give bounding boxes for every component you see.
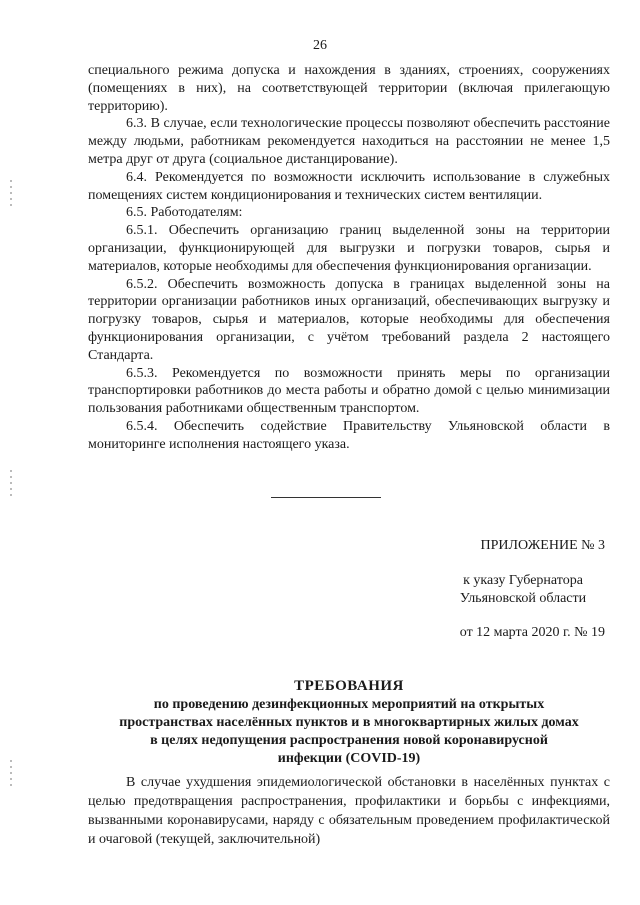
scan-margin-mark (10, 470, 12, 500)
paragraph-6-5-3: 6.5.3. Рекомендуется по возможности принять меры по организации транспортировки работников до места работы и обратно домой с целью минимизации пользования работниками общественным транспортом. (88, 365, 610, 417)
requirements-subtitle-line: в целях недопущения распространения новой коронавирусной (150, 733, 548, 748)
appendix-date: от 12 марта 2020 г. № 19 (459, 625, 605, 640)
body-text-bottom (88, 773, 610, 849)
paragraph-6-5: 6.5. Работодателям: (126, 205, 243, 221)
paragraph-6-4: 6.4. Рекомендуется по возможности исключить использование в служебных помещениях систем кондиционирования и технических систем вентиляции. (88, 169, 610, 203)
paragraph-6-5-4: 6.5.4. Обеспечить содействие Правительству Ульяновской области в мониторинге исполнения настоящего указа. (88, 418, 610, 452)
appendix-reference-line: к указу Губернатора (463, 573, 583, 588)
requirements-subtitle-line: по проведению дезинфекционных мероприятий на открытых (153, 697, 545, 712)
paragraph-6-5-1: 6.5.1. Обеспечить организацию границ выделенной зоны на территории организации, функционирующей для выгрузки и погрузки товаров, сырья и материалов, которые необходимы для обеспечения функционирования организации. (88, 223, 610, 274)
appendix-title: ПРИЛОЖЕНИЕ № 3 (480, 538, 605, 553)
requirements-subtitle-line: пространствах населённых пунктов и в многоквартирных жилых домах (119, 715, 579, 730)
body-text-top (88, 62, 610, 454)
appendix-reference-line: Ульяновской области (459, 591, 587, 606)
paragraph: специального режима допуска и нахождения в зданиях, строениях, сооружениях (помещениях в них), на соответствующей территории (включая прилегающую территорию). (88, 63, 610, 114)
requirements-heading: ТРЕБОВАНИЯ (294, 678, 404, 694)
section-divider (271, 497, 381, 498)
requirements-subtitle-line: инфекции (COVID-19) (277, 751, 421, 766)
scan-margin-mark (10, 180, 12, 210)
paragraph-6-3: 6.3. В случае, если технологические процессы позволяют обеспечить расстояние между людьми, работникам рекомендуется находиться на расстоянии не менее 1,5 метра друг от друга (социальное дистанцирование). (88, 116, 610, 167)
page-number: 26 (313, 38, 327, 53)
scan-margin-mark (10, 760, 12, 790)
paragraph-6-5-2: 6.5.2. Обеспечить возможность допуска в границах выделенной зоны на территории организации работников иных организаций, обеспечивающих выгрузку и погрузку товаров, сырья и материалов, которые необходимы для обеспечения функционирования организации, с учётом требований раздела 2 настоящего Стандарта. (88, 276, 610, 363)
appendix-reference (428, 572, 618, 608)
paragraph-requirements-intro: В случае ухудшения эпидемиологической обстановки в населённых пунктах с целью предотвращения распространения, профилактики и борьбы с инфекциями, вызванными коронавирусами, наряду с обязательным проведением профилактической и очаговой (текущей, заключительной) (88, 775, 610, 847)
requirements-title-block (88, 677, 610, 768)
